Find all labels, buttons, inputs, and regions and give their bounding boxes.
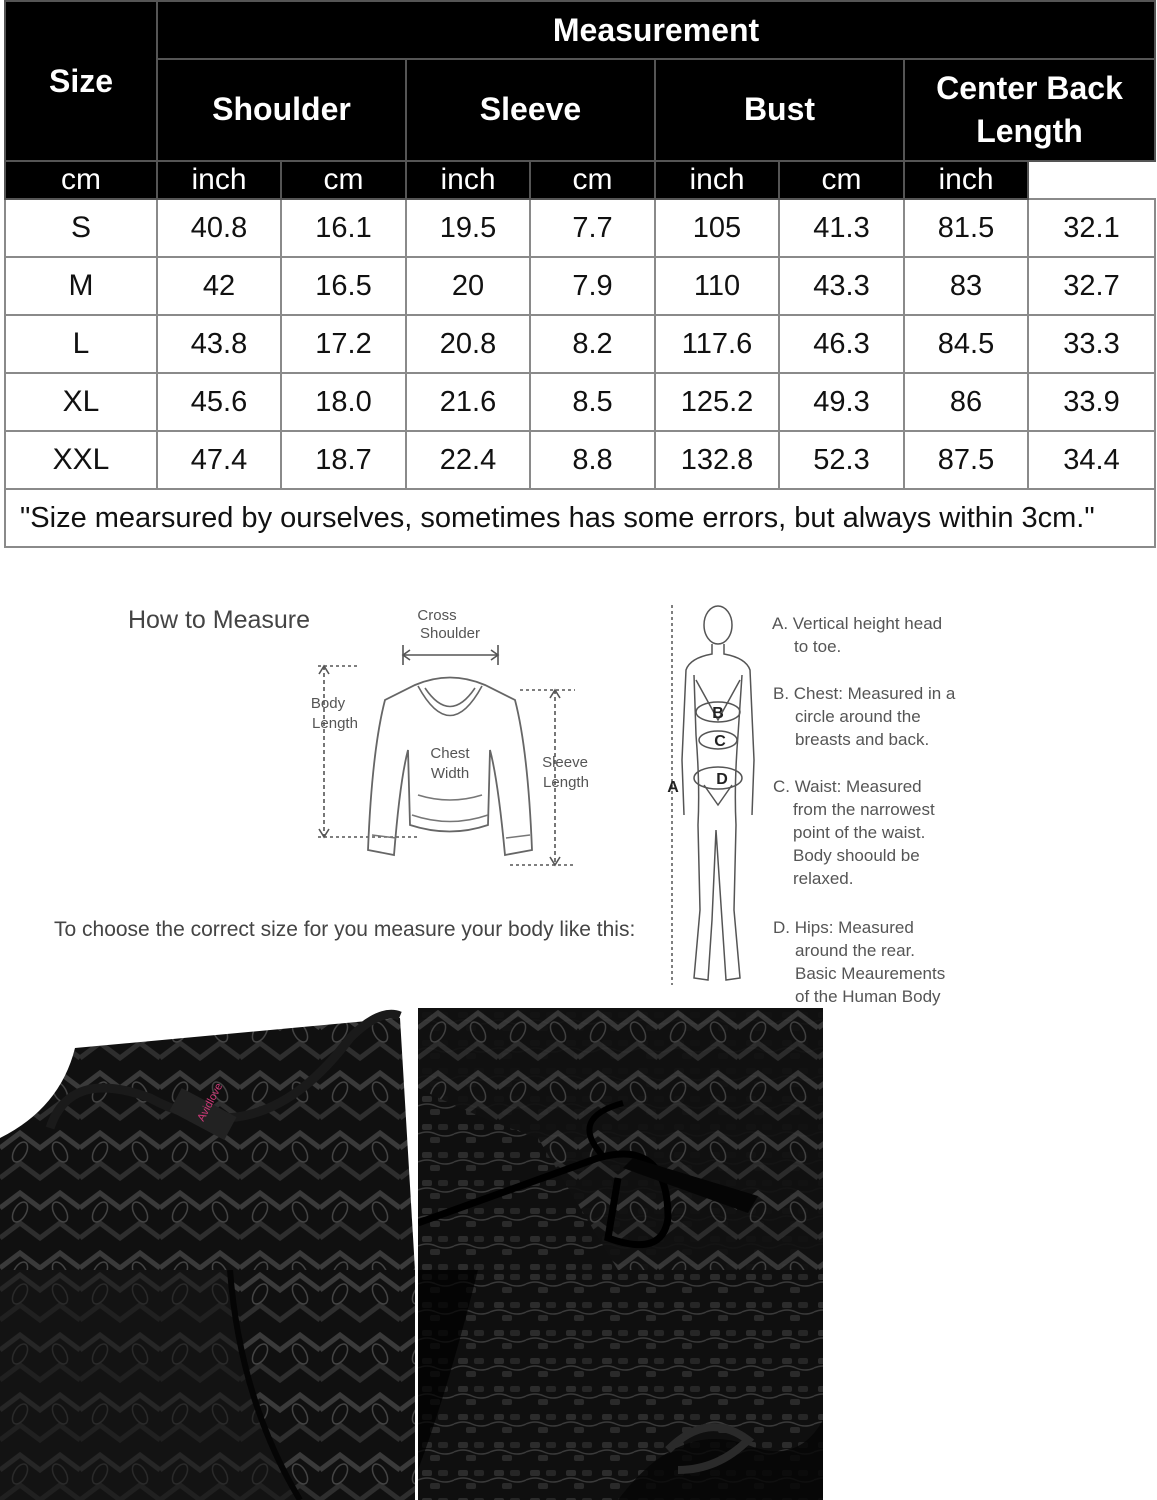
note-hips: D. Hips: Measured around the rear. Basic Meaurements of the Human Body (773, 918, 946, 1006)
bust-header: Bust (655, 59, 904, 161)
measurement-cell: 8.5 (530, 373, 655, 431)
measurement-cell: 40.8 (157, 199, 281, 257)
measurement-cell: 81.5 (904, 199, 1028, 257)
size-cell: XL (5, 373, 157, 431)
note-waist: C. Waist: Measured from the narrowest point of the waist. Body shoould be relaxed. (773, 777, 935, 888)
table-row (5, 373, 1155, 431)
size-column-header: Size (5, 1, 157, 161)
measurement-cell: 125.2 (655, 373, 779, 431)
measurement-cell: 86 (904, 373, 1028, 431)
photo-back-lace (0, 1270, 415, 1500)
chest-width-label-2: Width (430, 765, 470, 782)
table-row (5, 199, 1155, 257)
measurement-header: Measurement (157, 1, 1155, 59)
body-letter-c: C (714, 733, 726, 750)
sleeve-length-label: Sleeve (542, 754, 588, 771)
unit-header-cm: cm (5, 161, 157, 199)
measurement-cell: 84.5 (904, 315, 1028, 373)
measurement-cell: 46.3 (779, 315, 904, 373)
measurement-cell: 8.8 (530, 431, 655, 489)
table-row (5, 257, 1155, 315)
photo-fabric-swirl (418, 1270, 823, 1500)
body-letter-a: A (667, 779, 679, 796)
measurement-cell: 8.2 (530, 315, 655, 373)
measurement-cell: 32.7 (1028, 257, 1155, 315)
measurement-cell: 34.4 (1028, 431, 1155, 489)
note-chest: B. Chest: Measured in a circle around the breasts and back. (773, 684, 956, 749)
body-measure-diagram (660, 600, 770, 995)
unit-header-inch: inch (406, 161, 530, 199)
brand-tag-text: Avidlove (195, 1081, 226, 1124)
size-cell: L (5, 315, 157, 373)
measurement-cell: 41.3 (779, 199, 904, 257)
table-row (5, 431, 1155, 489)
unit-header-inch: inch (655, 161, 779, 199)
measurement-cell: 20 (406, 257, 530, 315)
measurement-cell: 42 (157, 257, 281, 315)
measurement-cell: 47.4 (157, 431, 281, 489)
size-disclaimer-note: "Size mearsured by ourselves, sometimes has some errors, but always within 3cm." (5, 489, 1155, 547)
center-back-length-header (904, 59, 1155, 161)
measurement-cell: 17.2 (281, 315, 406, 373)
measurement-cell: 18.0 (281, 373, 406, 431)
measurement-cell: 33.3 (1028, 315, 1155, 373)
measurement-cell: 33.9 (1028, 373, 1155, 431)
center-back-length-line-2: Length (976, 113, 1083, 149)
measurement-cell: 22.4 (406, 431, 530, 489)
measurement-cell: 16.5 (281, 257, 406, 315)
unit-header-cm: cm (530, 161, 655, 199)
body-letter-d: D (716, 771, 728, 788)
measurement-cell: 83 (904, 257, 1028, 315)
measurement-cell: 45.6 (157, 373, 281, 431)
garment-measure-diagram (300, 600, 610, 880)
size-cell: S (5, 199, 157, 257)
body-letter-b: B (712, 705, 724, 722)
body-length-label: Body (310, 695, 346, 712)
sleeve-header: Sleeve (406, 59, 655, 161)
size-cell: M (5, 257, 157, 315)
body-length-label-2: Length (312, 715, 358, 732)
how-to-measure-title: How to Measure (128, 606, 311, 634)
measurement-cell: 20.8 (406, 315, 530, 373)
measurement-cell: 16.1 (281, 199, 406, 257)
unit-header-cm: cm (281, 161, 406, 199)
choose-size-instruction: To choose the correct size for you measure your body like this: (54, 918, 636, 941)
cross-shoulder-label-2: Shoulder (419, 625, 481, 642)
unit-header-cm: cm (779, 161, 904, 199)
measurement-cell: 43.3 (779, 257, 904, 315)
table-row (5, 315, 1155, 373)
measurement-cell: 105 (655, 199, 779, 257)
measurement-cell: 132.8 (655, 431, 779, 489)
measurement-cell: 21.6 (406, 373, 530, 431)
measurement-cell: 7.9 (530, 257, 655, 315)
measurement-cell: 87.5 (904, 431, 1028, 489)
shoulder-header: Shoulder (157, 59, 406, 161)
measurement-cell: 117.6 (655, 315, 779, 373)
measurement-cell: 52.3 (779, 431, 904, 489)
chest-width-label: Chest (430, 745, 470, 762)
measurement-cell: 19.5 (406, 199, 530, 257)
cross-shoulder-label: Cross (417, 607, 457, 624)
measurement-cell: 18.7 (281, 431, 406, 489)
measurement-cell: 32.1 (1028, 199, 1155, 257)
measurement-cell: 43.8 (157, 315, 281, 373)
measurement-cell: 7.7 (530, 199, 655, 257)
photo-tie-detail (418, 1008, 823, 1270)
photo-neckline (0, 1008, 415, 1270)
measurement-cell: 49.3 (779, 373, 904, 431)
sleeve-length-label-2: Length (543, 774, 589, 791)
note-vertical-height: A. Vertical height head to toe. (772, 614, 943, 656)
measurement-cell: 110 (655, 257, 779, 315)
size-chart-table (4, 0, 1156, 548)
unit-header-inch: inch (904, 161, 1028, 199)
center-back-length-line-1: Center Back (936, 69, 1123, 106)
unit-header-inch: inch (157, 161, 281, 199)
size-cell: XXL (5, 431, 157, 489)
